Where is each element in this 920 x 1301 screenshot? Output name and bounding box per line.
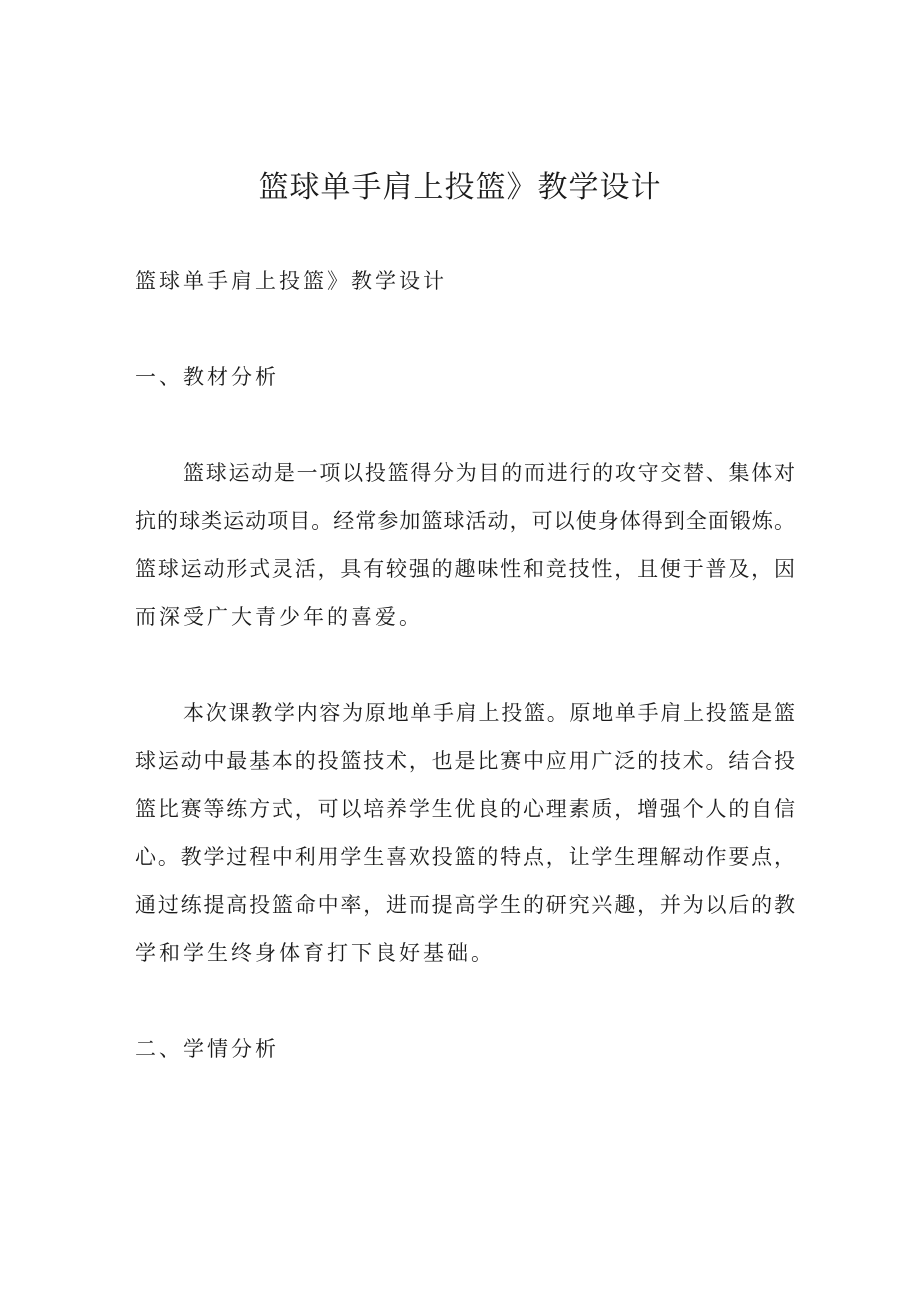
paragraph-2-line: 心。教学过程中利用学生喜欢投篮的特点，让学生理解动作要点， [135, 845, 795, 869]
document-title: 篮球单手肩上投篮》教学设计 [258, 170, 662, 205]
paragraph-2-line: 篮比赛等练方式，可以培养学生优良的心理素质，增强个人的自信 [135, 797, 795, 821]
document-subtitle: 篮球单手肩上投篮》教学设计 [135, 269, 447, 293]
section-heading-student-analysis: 二、学情分析 [135, 1037, 279, 1061]
paragraph-2-line: 球运动中最基本的投篮技术，也是比赛中应用广泛的技术。结合投 [135, 749, 795, 773]
paragraph-1-line: 而深受广大青少年的喜爱。 [135, 605, 423, 629]
paragraph-2-line: 通过练提高投篮命中率，进而提高学生的研究兴趣，并为以后的教 [135, 893, 795, 917]
paragraph-1-line: 篮球运动是一项以投篮得分为目的而进行的攻守交替、集体对 [183, 461, 795, 485]
paragraph-2-line: 本次课教学内容为原地单手肩上投篮。原地单手肩上投篮是篮 [183, 701, 795, 725]
section-heading-textbook-analysis: 一、教材分析 [135, 365, 279, 389]
paragraph-2-line: 学和学生终身体育打下良好基础。 [135, 941, 495, 965]
paragraph-1-line: 抗的球类运动项目。经常参加篮球活动，可以使身体得到全面锻炼。 [135, 509, 795, 533]
paragraph-1-line: 篮球运动形式灵活，具有较强的趣味性和竞技性，且便于普及，因 [135, 557, 795, 581]
